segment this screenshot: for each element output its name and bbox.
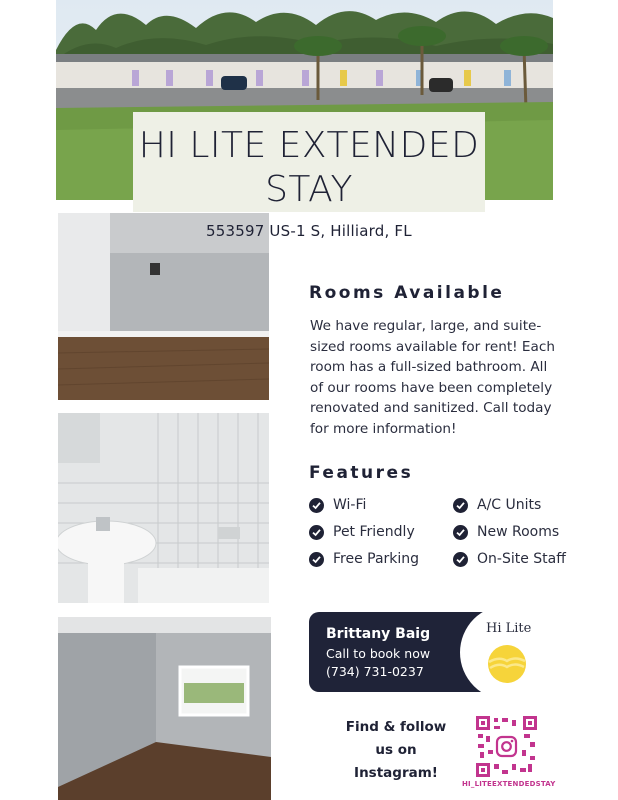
check-circle-icon bbox=[309, 525, 324, 540]
check-circle-icon bbox=[453, 498, 468, 513]
feature-label: Free Parking bbox=[333, 551, 420, 567]
address: 553597 US-1 S, Hilliard, FL bbox=[206, 222, 412, 240]
rooms-description: We have regular, large, and suite-sized rooms available for rent! Each room has a full-sized bathroom. All of our rooms have been completely renovated and sanitized. Call today for more information! bbox=[310, 318, 555, 437]
feature-label: Wi-Fi bbox=[333, 497, 367, 513]
room-photo bbox=[58, 213, 269, 400]
bathroom-photo bbox=[58, 413, 269, 603]
check-circle-icon bbox=[453, 525, 468, 540]
instagram-prompt: Find & follow us on Instagram! bbox=[345, 719, 447, 781]
feature-item bbox=[453, 497, 541, 513]
sun-logo-icon bbox=[487, 644, 527, 688]
contact-cta: Call to book now bbox=[326, 646, 431, 661]
feature-item bbox=[309, 551, 419, 567]
contact-name: Brittany Baig bbox=[326, 626, 431, 642]
feature-label: New Rooms bbox=[477, 524, 560, 540]
feature-item bbox=[309, 524, 415, 540]
check-circle-icon bbox=[453, 552, 468, 567]
logo-text: Hi Lite bbox=[486, 621, 532, 636]
feature-label: Pet Friendly bbox=[333, 524, 415, 540]
features-heading: Features bbox=[309, 463, 414, 483]
feature-item bbox=[453, 524, 559, 540]
check-circle-icon bbox=[309, 498, 324, 513]
feature-item bbox=[453, 551, 566, 567]
feature-label: A/C Units bbox=[477, 497, 542, 513]
check-circle-icon bbox=[309, 552, 324, 567]
bedroom-photo bbox=[58, 617, 271, 800]
business-name: HI LITE EXTENDED STAY bbox=[138, 125, 480, 210]
instagram-qr-code[interactable] bbox=[476, 716, 537, 781]
contact-phone[interactable]: (734) 731-0237 bbox=[326, 664, 424, 679]
instagram-handle[interactable]: HI_LITEEXTENDEDSTAY bbox=[462, 780, 556, 788]
feature-item bbox=[309, 497, 366, 513]
feature-label: On-Site Staff bbox=[477, 551, 566, 567]
rooms-heading: Rooms Available bbox=[309, 283, 505, 303]
business-title-box bbox=[133, 112, 485, 212]
